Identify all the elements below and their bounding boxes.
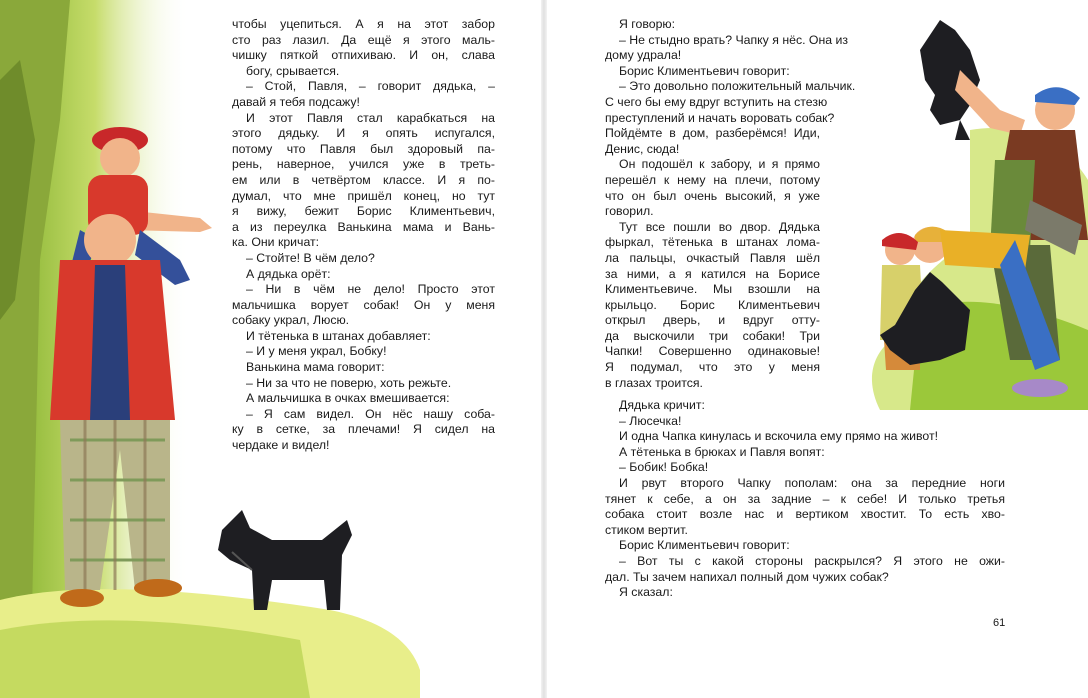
text-line: преступлений и начать воровать собак? [605,110,835,125]
text-line: А мальчишка в очках вмешивается: [246,391,450,406]
text-line: И этот Павля стал карабкаться на [246,110,495,125]
text-line: стиком вертит. [605,522,688,537]
text-line: Пойдёмте в дом, разберёмся! Иди, [605,126,820,141]
right-page-text-top [605,17,856,391]
text-line: дал. Ты зачем напихал полный дом чужих собак? [605,569,889,584]
text-line: перешёл к нему на плечи, потому [605,172,820,187]
text-line: мальчишка ворует собак! Он у меня [232,297,495,312]
right-illustration [820,10,1088,410]
text-line: И рвут второго Чапку пополам: она за передние ноги [619,475,1005,490]
text-line: тянет к себе, а он за задние – к себе! И только третья [605,491,1005,506]
text-line: сто раз лазил. Да ещё я этого маль- [232,32,495,47]
text-line: крыльцо. Борис Климентьевич [605,297,820,312]
text-line: собака стоит возле нас и вертиком хвостит. То есть хво- [605,507,1005,522]
text-line: Борис Климентьевич говорит: [619,538,790,553]
text-line: Я говорю: [619,17,676,31]
text-line: богу, срывается. [246,63,340,78]
text-line: Денис, сюда! [605,141,680,156]
text-line: за ними, а я катился на Борисе [605,266,820,281]
text-line: С чего бы ему вдруг вступить на стезю [605,94,828,109]
text-line: Борис Климентьевич говорит: [619,63,790,78]
text-line: Тут все пошли во двор. Дядька [619,219,820,234]
text-line: – Стойте! В чём дело? [246,250,375,265]
text-line: – Не стыдно врать? Чапку я нёс. Она из [619,32,849,47]
text-line: ка. Они кричат: [232,235,320,250]
text-line: чишку пяткой отпихиваю. И он, слава [232,48,495,63]
page-number: 61 [993,617,1006,629]
text-line: А тётенька в брюках и Павля вопят: [619,444,825,459]
text-line: Чапки! Совершенно одинаковые! [605,344,820,359]
text-line: Ванькина мама говорит: [246,360,385,375]
text-line: в глазах троится. [605,375,703,390]
text-line: открыл дверь, и вдруг отту- [605,313,820,328]
text-line: собаку украл, Люсю. [232,313,350,328]
text-line: ла пальцы, очкастый Павля шёл [605,250,820,265]
text-line: думал, что мне пришёл конец, но тут [232,188,495,203]
text-line: Я подумал, что это у меня [605,360,820,375]
man-carrying-boy-figure [40,120,220,610]
text-line: Дядька кричит: [619,398,705,412]
text-line: ем или в четвёртом классе. И я по- [232,172,495,187]
text-line: говорил. [605,204,654,219]
text-line: – Ни в чём не дело! Просто этот [246,282,495,297]
text-line: да выскочили три собаки! Три [605,328,820,343]
text-line: – Ни за что не поверю, хоть режьте. [246,375,452,390]
text-line: И одна Чапка кинулась и вскочила ему прямо на живот! [619,429,939,444]
text-line: давай я тебя подсажу! [232,94,360,109]
text-line: чтобы уцепиться. А я на этот забор [232,17,495,31]
text-line: а из переулка Ванькина мама и Вань- [232,219,495,234]
text-line: – Это довольно положительный мальчик. [619,79,856,94]
text-line: рень, наверное, учился уже в треть- [232,157,495,172]
text-line: что он был очень высокий, я уже [605,188,820,203]
text-line: – Стой, Павля, – говорит дядька, – [246,79,495,94]
right-page-text-bottom [605,398,1005,601]
text-line: Климентьевиче. Мы взошли на [605,282,820,297]
text-line: – Я сам видел. Он нёс нашу соба- [246,406,495,421]
text-line: И тётенька в штанах добавляет: [246,328,431,343]
left-page-text [232,17,495,454]
text-line: я вижу, бежит Борис Климентьевич, [232,204,495,219]
text-line: – Вот ты с какой стороны раскрылся? Я этого не ожи- [619,553,1005,568]
scottish-terrier-dog [212,500,362,620]
text-line: этого дядьку. И я опять испугался, [232,126,495,141]
text-line: дому удрала! [605,48,682,63]
text-line: Я сказал: [619,585,673,600]
text-line: ку в сетке, за плечами! Я сидел на [232,422,495,437]
text-line: чердаке и видел! [232,438,330,453]
text-line: – Бобик! Бобка! [619,460,709,475]
text-line: – Люсечка! [619,413,682,428]
text-line: фыркал, тётенька в штанах лома- [605,235,820,250]
text-line: – И у меня украл, Бобку! [246,344,387,359]
text-line: Он подошёл к забору, и я прямо [619,157,820,172]
text-line: А дядька орёт: [246,266,331,281]
book-gutter [541,0,547,698]
text-line: потому что Павля был здоровый па- [232,141,495,156]
